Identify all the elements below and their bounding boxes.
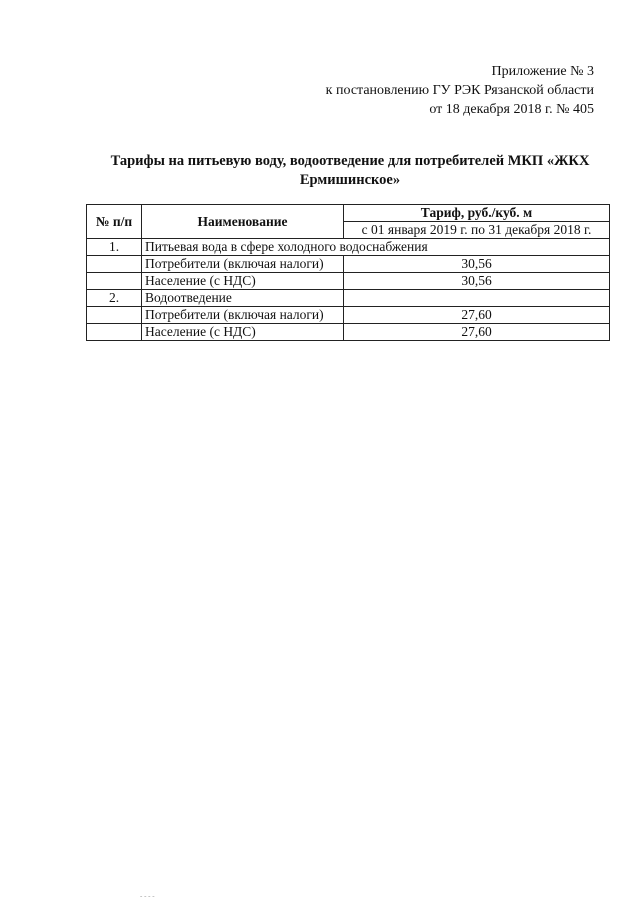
empty-cell [87, 256, 142, 273]
tariff-value: 27,60 [344, 307, 610, 324]
appendix-number: Приложение № 3 [491, 64, 594, 79]
document-title: Тарифы на питьевую воду, водоотведение для потребителей МКП «ЖКХ Ермишинское» [110, 153, 590, 188]
table-row [87, 256, 610, 273]
section-name: Водоотведение [142, 290, 344, 307]
consumer-category: Население (с НДС) [142, 273, 344, 290]
table-row [87, 239, 610, 256]
tariff-table [86, 204, 610, 341]
column-header-number: № п/п [87, 205, 142, 239]
consumer-category: Потребители (включая налоги) [142, 307, 344, 324]
footer-mark: - - - - [140, 892, 155, 900]
empty-cell [87, 273, 142, 290]
tariff-value: 30,56 [344, 256, 610, 273]
consumer-category: Население (с НДС) [142, 324, 344, 341]
consumer-category: Потребители (включая налоги) [142, 256, 344, 273]
table-row [87, 290, 610, 307]
empty-cell [87, 324, 142, 341]
column-header-period: с 01 января 2019 г. по 31 декабря 2018 г. [344, 222, 610, 239]
section-name: Питьевая вода в сфере холодного водоснабжения [142, 239, 610, 256]
resolution-date: от 18 декабря 2018 г. № 405 [429, 102, 594, 117]
appendix-header [326, 62, 594, 119]
resolution-reference: к постановлению ГУ РЭК Рязанской области [325, 83, 594, 98]
section-number: 1. [87, 239, 142, 256]
table-row [87, 307, 610, 324]
table-row [87, 324, 610, 341]
section-number: 2. [87, 290, 142, 307]
tariff-value: 27,60 [344, 324, 610, 341]
tariff-value: 30,56 [344, 273, 610, 290]
empty-cell [87, 307, 142, 324]
empty-cell [344, 290, 610, 307]
column-header-name: Наименование [142, 205, 344, 239]
table-row [87, 273, 610, 290]
column-header-tariff: Тариф, руб./куб. м [344, 205, 610, 222]
